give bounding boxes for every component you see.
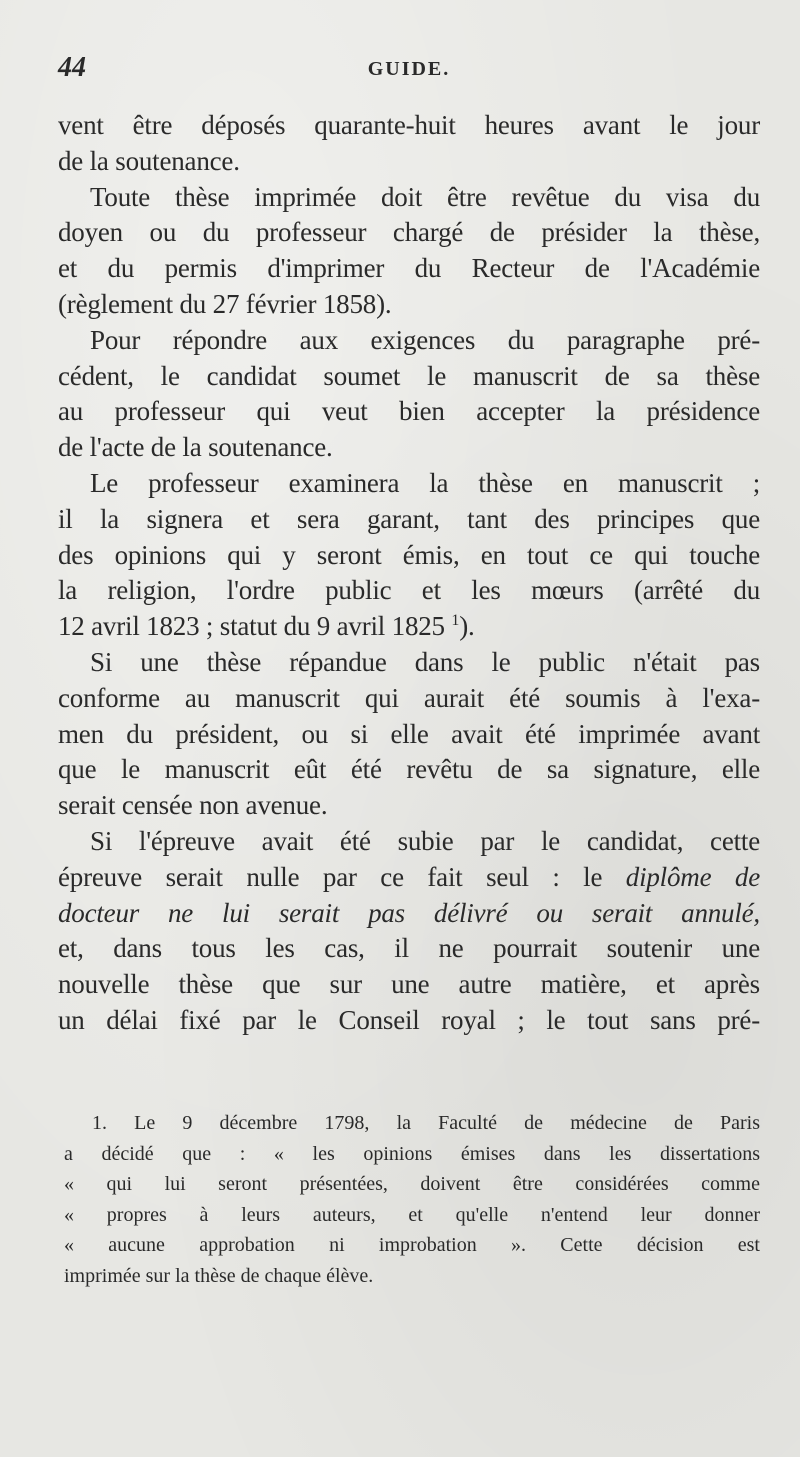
text-line-suffix: ). — [459, 611, 475, 642]
text-line: un délai fixé par le Conseil royal ; le tout sans pré- — [58, 1004, 760, 1035]
text-line: Si l'épreuve avait été subie par le candidat, cette — [90, 825, 760, 856]
text-line: de l'acte de la soutenance. — [58, 432, 333, 463]
footnote-line: imprimée sur la thèse de chaque élève. — [64, 1264, 374, 1287]
text-line: conforme au manuscrit qui aurait été soumis à l'exa- — [58, 682, 760, 713]
text-line: men du président, ou si elle avait été imprimée avant — [58, 718, 760, 749]
text-line-part: épreuve serait nulle par ce fait seul : le — [58, 861, 603, 892]
text-line: Si une thèse répandue dans le public n'était pas — [90, 646, 760, 677]
text-line: et, dans tous les cas, il ne pourrait soutenir une — [58, 933, 760, 964]
text-line-mixed — [58, 860, 760, 896]
text-line: il la signera et sera garant, tant des principes que — [58, 503, 760, 534]
text-line: vent être déposés quarante-huit heures avant le jour — [58, 110, 760, 140]
text-line: que le manuscrit eût été revêtu de sa signature, elle — [58, 754, 760, 785]
footnote-line: 1. Le 9 décembre 1798, la Faculté de médecine de Paris — [92, 1112, 760, 1134]
footnote-line: « qui lui seront présentées, doivent être considérées comme — [64, 1173, 760, 1196]
footnote-reference: 1 — [451, 612, 460, 630]
page-header — [58, 52, 760, 88]
text-line: et du permis d'imprimer du Recteur de l'Académie — [58, 253, 760, 284]
page-number: 44 — [58, 52, 86, 83]
text-line-part: 12 avril 1823 ; statut du 9 avril 1825 — [58, 611, 445, 642]
text-line: de la soutenance. — [58, 145, 240, 176]
text-line: (règlement du 27 février 1858). — [58, 288, 392, 319]
body-text — [58, 108, 760, 1039]
emphasis-text: diplôme de — [625, 861, 760, 892]
text-line: serait censée non avenue. — [58, 790, 328, 821]
text-line: des opinions qui y seront émis, en tout ce qui touche — [58, 539, 760, 570]
text-line: nouvelle thèse que sur une autre matière, et après — [58, 969, 760, 1000]
running-head: GUIDE. — [367, 58, 451, 80]
text-line: Le professeur examinera la thèse en manuscrit ; — [90, 467, 760, 498]
text-line: Toute thèse imprimée doit être revêtue du visa du — [90, 181, 760, 212]
footnote-line: « aucune approbation ni improbation ». Cette décision est — [64, 1234, 760, 1257]
footnotes — [64, 1108, 760, 1292]
text-line: cédent, le candidat soumet le manuscrit de sa thèse — [58, 360, 760, 391]
text-line-with-note — [58, 609, 760, 645]
text-line: Pour répondre aux exigences du paragraphe pré- — [90, 324, 760, 355]
footnote-line: « propres à leurs auteurs, et qu'elle n'entend leur donner — [64, 1203, 760, 1226]
text-line: la religion, l'ordre public et les mœurs (arrêté du — [58, 575, 760, 606]
text-line: au professeur qui veut bien accepter la présidence — [58, 396, 760, 427]
footnote-line: a décidé que : « les opinions émises dans les dissertations — [64, 1142, 760, 1165]
emphasis-line: docteur ne lui serait pas délivré ou serait annulé, — [58, 897, 760, 928]
text-line: doyen ou du professeur chargé de présider la thèse, — [58, 217, 760, 248]
